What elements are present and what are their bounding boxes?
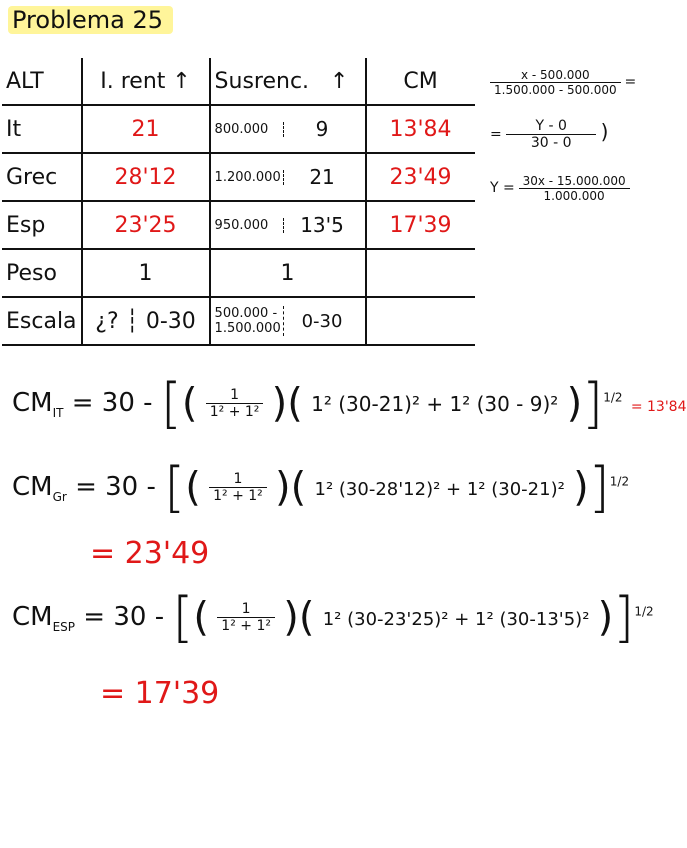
formula-cm-esp: $CM_{ESP} = 30$ - [( $\frac{1}{\text{1² + 1²}}$ )( 1² (30-23'25)² + 1² (30-13'5)² )]$^{1/2}$ [12,586,654,649]
escala-subs-range-top: 500.000 - [214,306,278,321]
header-alt: ALT [2,58,82,105]
formula-den: 1² + 1² [221,618,271,634]
side-f3-num: 30x - 15.000.000 [519,174,630,189]
formula-body: = 30 - [83,602,173,632]
formula-sub: Gr [52,490,67,505]
peso-irent: 1 [82,249,210,297]
side-formula-3 [490,174,630,203]
table-row [2,153,475,201]
side-f1-eq: = [624,74,637,90]
escala-cm [366,297,475,345]
formula-lhs: CM [12,472,53,502]
row-cm: 23'49 [366,153,475,201]
side-formula-2: = $\frac{Y - 0}{30 - 0}$ ) [490,118,609,151]
formula-terms: 1² (30-28'12)² + 1² (30-21)² [314,479,565,500]
row-label: Grec [2,153,82,201]
row-subs-value: 800.000 [215,122,284,137]
side-f2-eq: = [490,126,502,143]
row-label: It [2,105,82,153]
peso-row [2,249,475,297]
peso-label: Peso [2,249,82,297]
formula-lhs: CM [12,388,53,418]
table-row [2,105,475,153]
side-f2-num: Y - 0 [506,118,596,135]
page-title: Problema 25 [8,6,173,34]
formula-esp-result: = 17'39 [100,676,220,711]
side-f3-den: 1.000.000 [543,189,605,203]
formula-den: 1² + 1² [213,488,263,504]
escala-irent-question: ¿? [95,308,119,334]
escala-irent: ¿? ┆ 0-30 [82,297,210,345]
side-f2-den: 30 - 0 [530,135,572,151]
header-irent: I. rent ↑ [82,58,210,105]
formula-sub: ESP [52,620,76,635]
row-cm: 13'84 [366,105,475,153]
header-subs-label: Susrenc. [214,68,310,94]
formula-result: = 13'84 [630,399,687,415]
formula-one: 1 [209,471,267,488]
row-irent: 21 [82,105,210,153]
table-header-row [2,58,475,105]
formula-exp: 1/2 [603,390,623,405]
header-cm: CM [366,58,475,105]
formula-cm-it: $CM_{IT} = 30$ - [( $\frac{1}{\text{1² + 1²}}$ )( 1² (30-21)² + 1² (30 - 9)² )]$^{1/2}$ = 13'84 [12,372,687,435]
formula-sub: IT [52,406,64,421]
row-subs-score: 9 [315,117,329,141]
row-cm: 17'39 [366,201,475,249]
escala-irent-range: 0-30 [145,308,196,334]
formula-gr-result: = 23'49 [90,536,210,571]
escala-subs-scale: 0-30 [301,310,343,332]
row-subs [210,201,366,249]
row-subs-score: 21 [309,165,335,189]
row-irent: 28'12 [82,153,210,201]
header-subs [210,58,366,105]
side-f1-den: 1.500.000 - 500.000 [494,83,617,97]
side-f1-num: x - 500.000 [490,68,621,83]
formula-terms: 1² (30-21)² + 1² (30 - 9)² [311,392,559,416]
escala-subs-range-bottom: 1.500.000 [214,321,281,336]
formula-one: 1 [206,387,264,404]
formula-lhs: CM [12,602,53,632]
formula-one: 1 [217,601,275,618]
row-subs-value: 950.000 [215,218,284,233]
peso-cm [366,249,475,297]
row-subs-score: 13'5 [300,213,344,237]
formula-terms: 1² (30-23'25)² + 1² (30-13'5)² [322,609,590,630]
formula-exp: 1/2 [634,604,654,619]
formula-body: = 30 - [71,388,161,418]
escala-row [2,297,475,345]
table-row [2,201,475,249]
row-label: Esp [2,201,82,249]
escala-subs-range [215,306,284,336]
side-f3-lhs: Y = [490,180,515,196]
formula-exp: 1/2 [609,474,630,489]
row-subs [210,153,366,201]
header-subs-arrow: ↑ [330,68,349,94]
formula-body: = 30 - [75,472,165,502]
formula-cm-gr: $CM_{Gr} = 30$ - [( $\frac{1}{\text{1² + 1²}}$ )( 1² (30-28'12)² + 1² (30-21)² )]$^{1/2}$ [12,456,630,519]
row-irent: 23'25 [82,201,210,249]
formula-den: 1² + 1² [209,404,260,420]
scores-table [2,58,475,346]
escala-subs [210,297,366,345]
row-subs-value: 1.200.000 [215,170,284,185]
peso-subs: 1 [210,249,366,297]
side-formula-1 [490,68,636,97]
escala-label: Escala [2,297,82,345]
row-subs [210,105,366,153]
